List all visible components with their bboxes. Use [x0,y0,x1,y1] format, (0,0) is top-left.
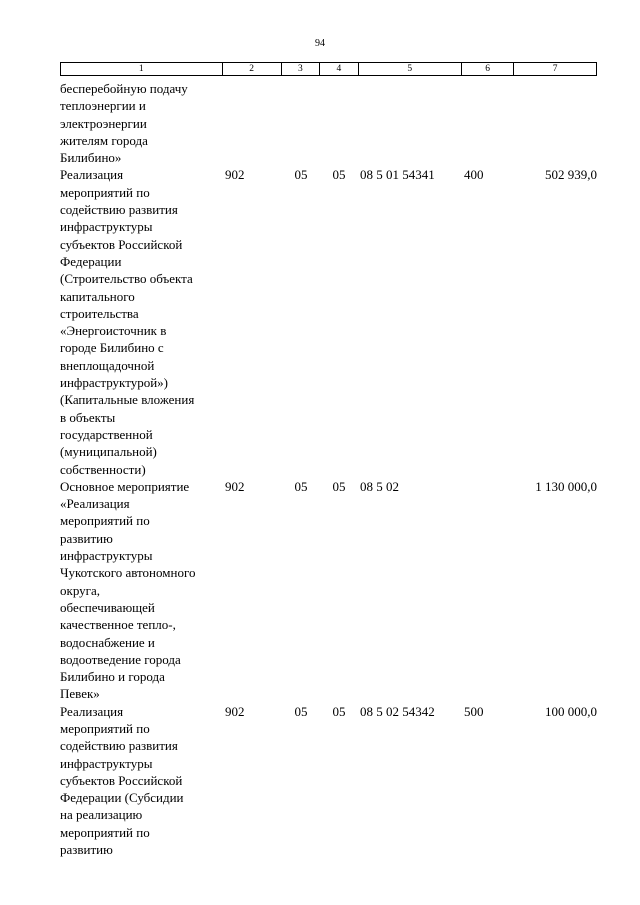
row-section: 05 [294,167,308,183]
header-col-6: 6 [462,63,514,75]
header-col-3: 3 [282,63,320,75]
header-col-7: 7 [552,64,558,74]
row-admin-code: 902 [225,703,245,719]
row-admin-code: 902 [225,478,245,494]
row-target-code: 08 5 01 54341 [360,167,435,183]
row-expense-type: 400 [464,167,484,183]
table-row [60,80,597,166]
row-subsection: 05 [332,167,346,183]
header-col-5: 5 [359,63,462,75]
page-number: 94 [315,38,325,49]
row-admin-code: 902 [225,167,245,183]
header-col-2: 2 [223,63,282,75]
row-subsection: 05 [332,478,346,494]
row-target-code: 08 5 02 [360,478,399,494]
row-expense-type: 500 [464,703,484,719]
header-col-1: 1 [61,63,223,75]
row-amount: 1 130 000,0 [535,478,597,494]
table-header [60,62,597,76]
row-admin-code [223,80,282,166]
table-row [60,478,597,703]
row-section: 05 [294,478,308,494]
row-target-code [358,80,462,166]
table-body [60,80,597,858]
table-row [60,703,597,859]
row-name: Реализация мероприятий по содействию развития инфраструктуры субъектов Российской Федерации (Субсидии на реализацию мероприятий по развитию [60,703,184,858]
table-row [60,166,597,477]
row-section [282,80,320,166]
row-expense-type [462,80,514,166]
row-amount [514,80,597,166]
row-amount: 100 000,0 [545,703,597,719]
row-amount: 502 939,0 [545,167,597,183]
row-name: Реализация мероприятий по содействию развития инфраструктуры субъектов Российской Федерации (Строительство объекта капитального строительства «Энергоисточник в городе Билибино с внеплощадочной инфраструктурой») (Капитальные вложения в объекты государственной (муниципальной) собственности) [60,167,195,477]
row-name: Основное мероприятие «Реализация мероприятий по развитию инфраструктуры Чукотского автономного округа, обеспечивающей качественное тепло-, водоснабжение и водоотведение города Билибино и города Певек» [60,478,196,702]
row-target-code: 08 5 02 54342 [360,703,435,719]
row-expense-type [462,478,514,703]
row-name: бесперебойную подачу теплоэнергии и электроэнергии жителям города Билибино» [60,81,188,166]
row-subsection [320,80,358,166]
row-section: 05 [294,703,308,719]
header-col-4: 4 [320,63,358,75]
row-subsection: 05 [332,703,346,719]
